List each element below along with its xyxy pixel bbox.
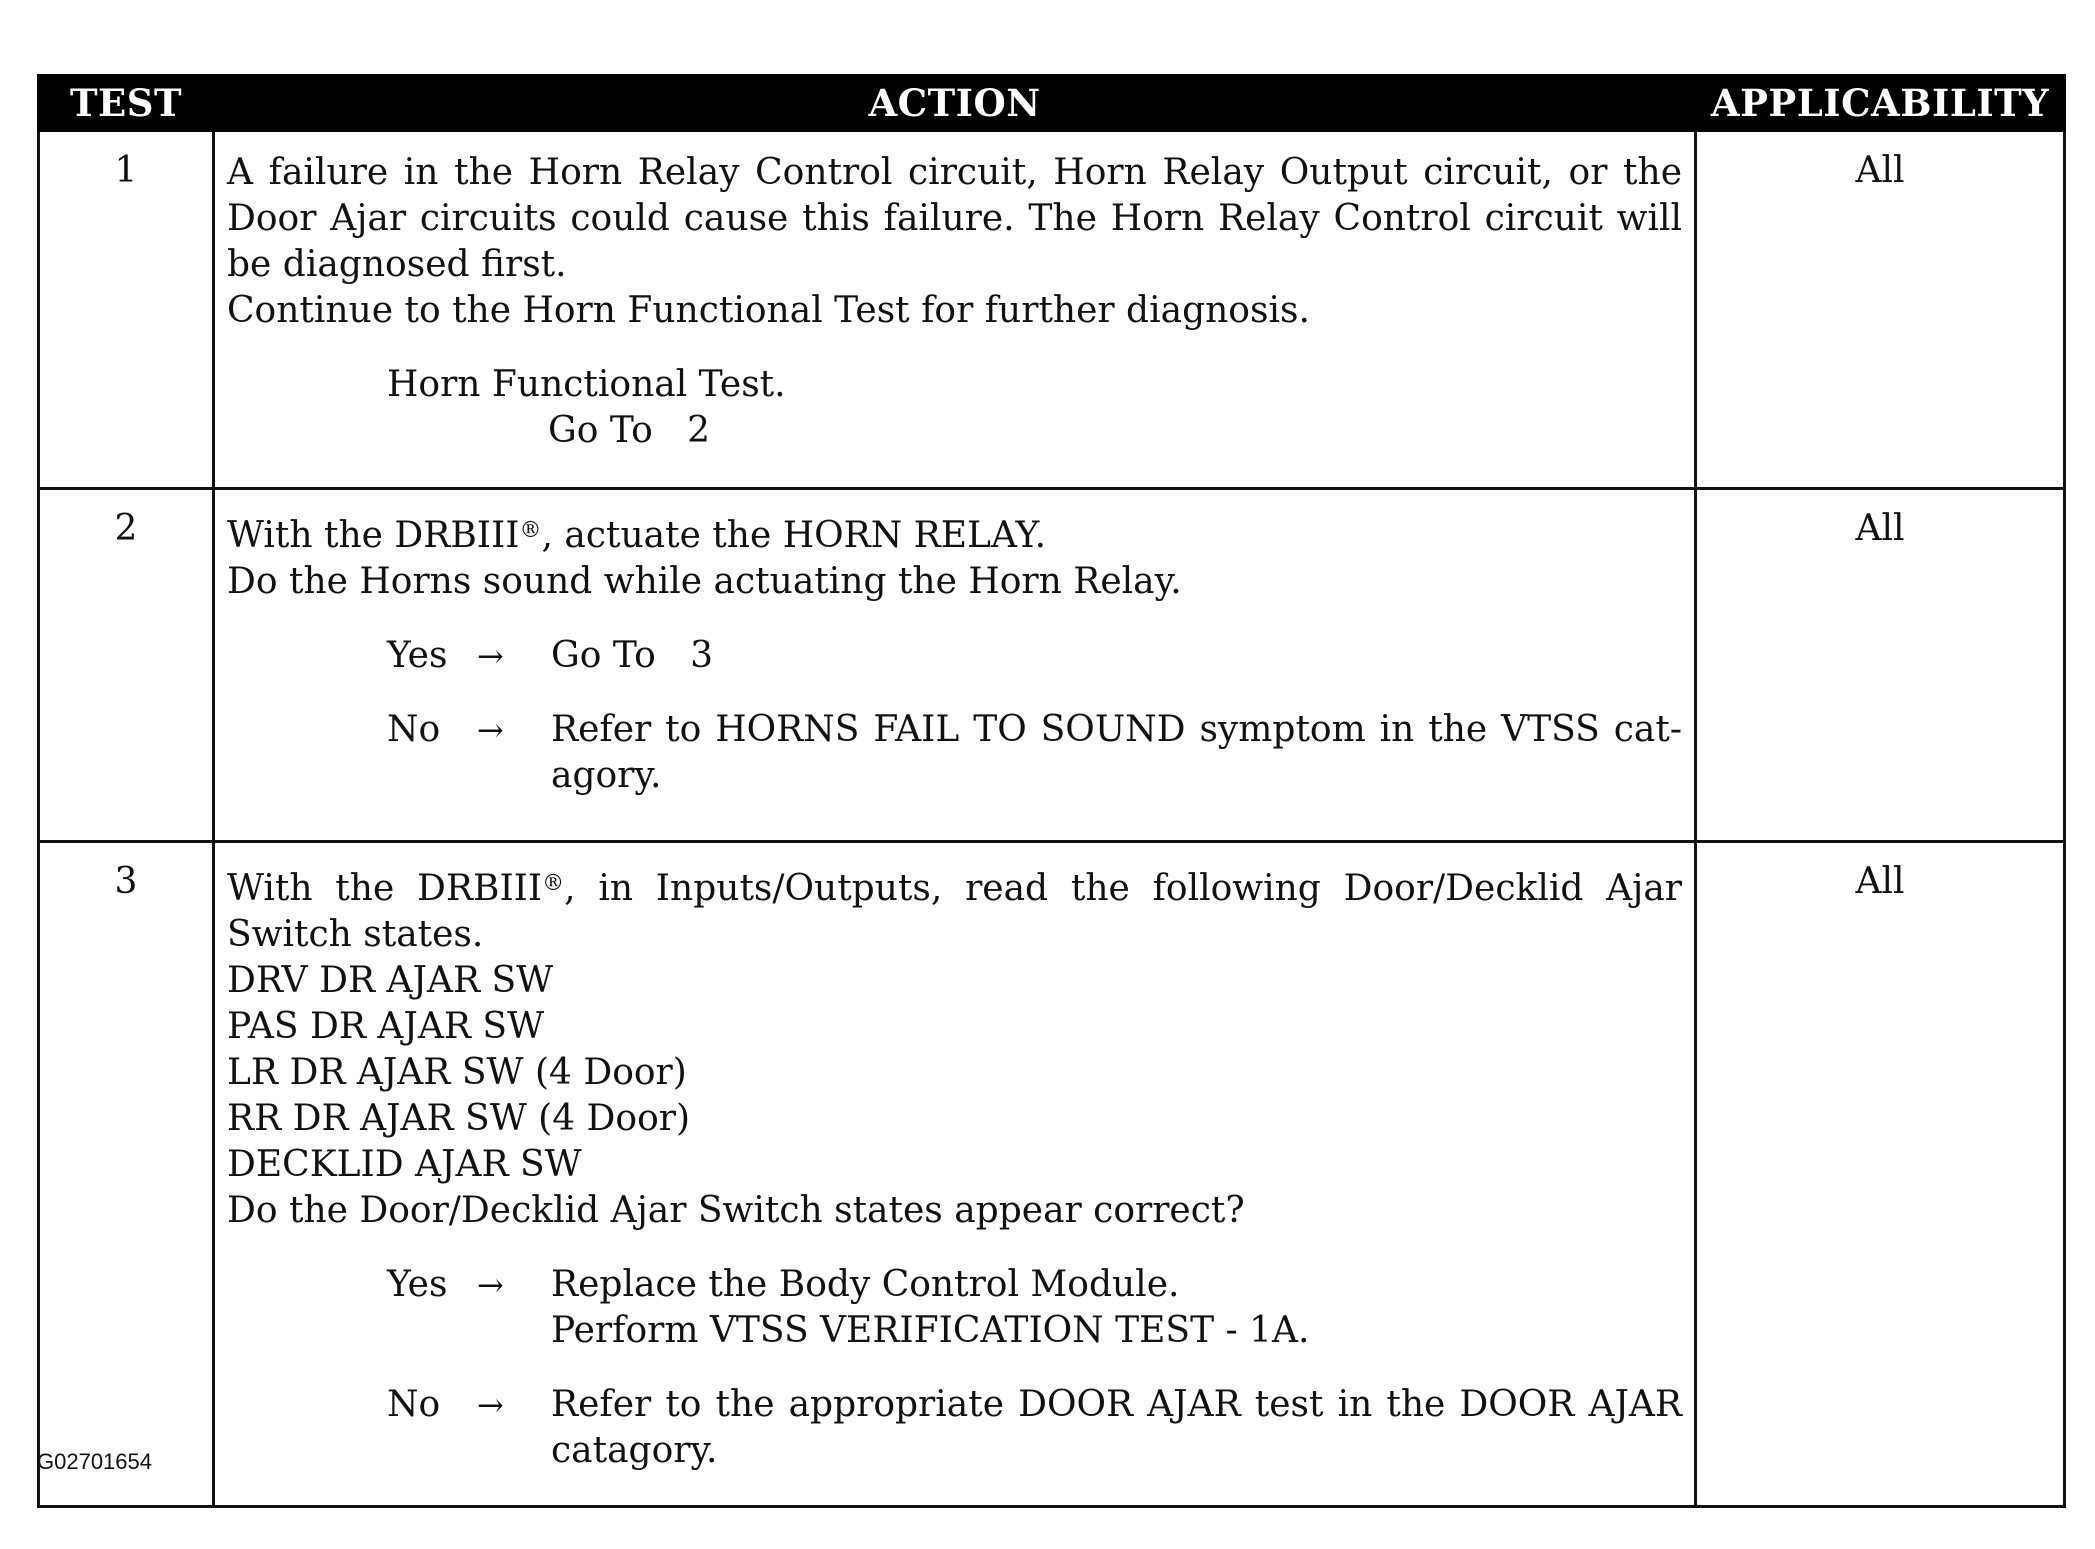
action-instruction: Continue to the Horn Functional Test for further diagnosis. <box>227 290 1310 331</box>
no-result-text: Refer to HORNS FAIL TO SOUND symptom in the VTSS cat- agory. <box>551 709 1682 796</box>
yes-result-line: Perform VTSS VERIFICATION TEST - 1A. <box>551 1310 1310 1351</box>
switch-item: DECKLID AJAR SW <box>227 1144 582 1185</box>
applicability-value: All <box>1696 131 2065 489</box>
test-number: 3 <box>39 842 214 1507</box>
arrow-right-icon: → <box>477 637 504 675</box>
goto-link[interactable]: Go To 3 <box>551 635 713 676</box>
switch-item: LR DR AJAR SW (4 Door) <box>227 1052 687 1093</box>
yes-branch <box>387 1262 1682 1354</box>
action-question: Do the Door/Decklid Ajar Switch states appear correct? <box>227 1190 1245 1231</box>
test-number: 1 <box>39 131 214 489</box>
applicability-value: All <box>1696 489 2065 842</box>
yes-result <box>551 1262 1682 1354</box>
arrow-right-icon: → <box>477 1386 504 1424</box>
figure-id: G02701654 <box>37 1449 152 1474</box>
result-label: Horn Functional Test. <box>387 364 786 405</box>
action-question: Do the Horns sound while actuating the Horn Relay. <box>227 561 1182 602</box>
action-step-text-cont: , in Inputs/Outputs, read the following Door/Decklid Ajar Switch states. <box>227 868 1682 955</box>
header-applicability: APPLICABILITY <box>1696 76 2065 131</box>
switch-item: PAS DR AJAR SW <box>227 1006 545 1047</box>
no-label: No <box>387 709 441 750</box>
table-header-row <box>39 76 2065 131</box>
registered-mark: ® <box>519 518 542 543</box>
registered-mark: ® <box>542 871 565 896</box>
goto-link[interactable]: Go To 2 <box>548 410 710 451</box>
result-block <box>387 362 1682 454</box>
no-label: No <box>387 1384 441 1425</box>
action-step <box>227 861 1682 958</box>
header-action: ACTION <box>214 76 1696 131</box>
applicability-value: All <box>1696 842 2065 1507</box>
yes-branch <box>387 633 1682 679</box>
action-cell <box>214 842 1696 1507</box>
action-step <box>227 508 1682 559</box>
table-row <box>39 842 2065 1507</box>
header-test: TEST <box>39 76 214 131</box>
switch-item: DRV DR AJAR SW <box>227 960 554 1001</box>
table-row <box>39 489 2065 842</box>
arrow-right-icon: → <box>477 711 504 749</box>
arrow-right-icon: → <box>477 1266 504 1304</box>
action-step-text: With the DRBIII <box>227 515 520 556</box>
action-step-text-cont: , actuate the HORN RELAY. <box>541 515 1047 556</box>
action-cell <box>214 489 1696 842</box>
no-result-text: Refer to the appropriate DOOR AJAR test in the DOOR AJAR catagory. <box>551 1384 1682 1471</box>
yes-label: Yes <box>387 635 448 676</box>
yes-result-line: Replace the Body Control Module. <box>551 1264 1180 1305</box>
diagnostic-test-table <box>37 74 2066 1508</box>
action-step-text: With the DRBIII <box>227 868 543 909</box>
diagnostic-test-page <box>37 74 2063 1508</box>
action-cell <box>214 131 1696 489</box>
no-branch <box>387 1382 1682 1474</box>
yes-label: Yes <box>387 1264 448 1305</box>
test-number: 2 <box>39 489 214 842</box>
switch-item: RR DR AJAR SW (4 Door) <box>227 1098 691 1139</box>
table-row <box>39 131 2065 489</box>
no-branch <box>387 707 1682 799</box>
action-intro: A failure in the Horn Relay Control circuit, Horn Relay Output circuit, or the Door Ajar circuits could cause this failure. The Horn Relay Control circuit will be diagnosed first. <box>227 152 1682 285</box>
